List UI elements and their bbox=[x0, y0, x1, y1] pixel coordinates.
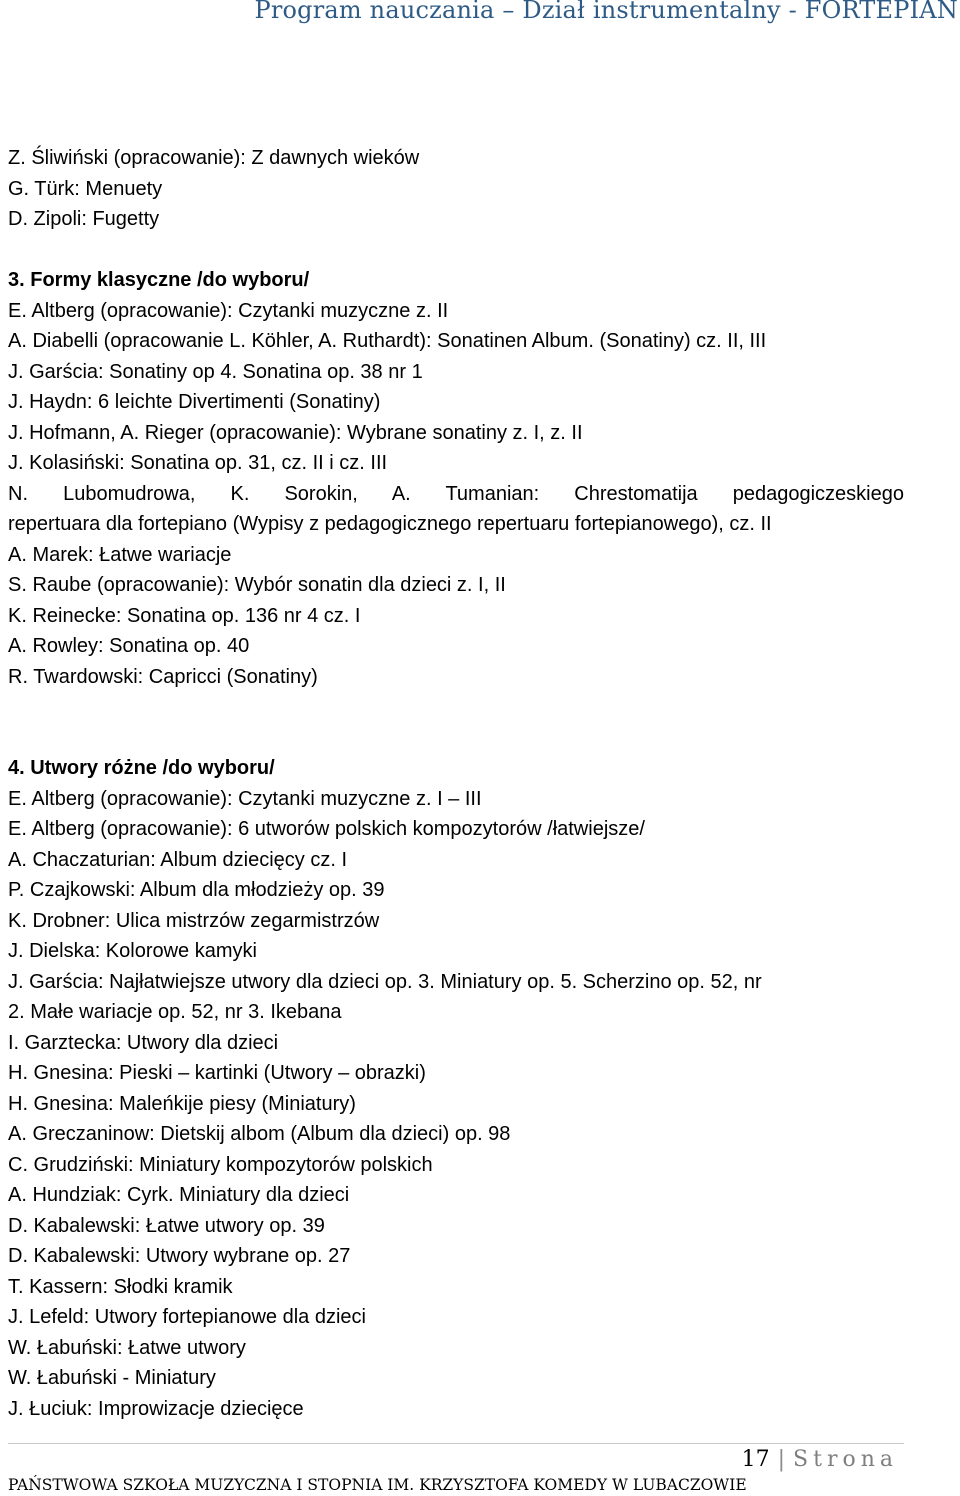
list-item: A. Diabelli (opracowanie L. Köhler, A. Ruthardt): Sonatinen Album. (Sonatiny) cz. II, III bbox=[8, 330, 767, 352]
list-item: S. Raube (opracowanie): Wybór sonatin dla dzieci z. I, II bbox=[8, 574, 506, 596]
list-item: P. Czajkowski: Album dla młodzieży op. 39 bbox=[8, 879, 385, 901]
list-item: A. Hundziak: Cyrk. Miniatury dla dzieci bbox=[8, 1184, 350, 1206]
blank-line bbox=[8, 235, 904, 266]
page-number bbox=[742, 1447, 898, 1472]
document-header-title: Program nauczania – Dział instrumentalny - FORTEPIAN bbox=[254, 0, 958, 24]
list-item: R. Twardowski: Capricci (Sonatiny) bbox=[8, 665, 318, 688]
list-item: E. Altberg (opracowanie): Czytanki muzyczne z. II bbox=[8, 299, 449, 322]
section-heading-various-pieces: 4. Utwory różne /do wyboru/ bbox=[8, 757, 275, 779]
list-item: W. Łabuński: Łatwe utwory bbox=[8, 1336, 246, 1359]
list-item: I. Garztecka: Utwory dla dzieci bbox=[8, 1031, 279, 1054]
list-item: J. Kolasiński: Sonatina op. 31, cz. II i cz. III bbox=[8, 452, 388, 474]
list-item: T. Kassern: Słodki kramik bbox=[8, 1275, 233, 1298]
list-item: N. Lubomudrowa, K. Sorokin, A. Tumanian: Chrestomatija pedagogiczeskiego bbox=[8, 482, 904, 505]
list-item: J. Garścia: Sonatiny op 4. Sonatina op. 38 nr 1 bbox=[8, 360, 423, 383]
list-item: E. Altberg (opracowanie): Czytanki muzyczne z. I – III bbox=[8, 787, 482, 810]
list-item: W. Łabuński - Miniatury bbox=[8, 1367, 216, 1389]
blank-line bbox=[8, 692, 904, 723]
list-item: J. Haydn: 6 leichte Divertimenti (Sonatiny) bbox=[8, 391, 381, 413]
list-item: D. Kabalewski: Łatwe utwory op. 39 bbox=[8, 1214, 325, 1237]
list-item: K. Reinecke: Sonatina op. 136 nr 4 cz. I bbox=[8, 604, 361, 627]
list-item: J. Garścia: Najłatwiejsze utwory dla dzieci op. 3. Miniatury op. 5. Scherzino op. 52, nr bbox=[8, 970, 762, 993]
list-item: E. Altberg (opracowanie): 6 utworów polskich kompozytorów /łatwiejsze/ bbox=[8, 818, 645, 840]
list-item: A. Greczaninow: Dietskij albom (Album dla dzieci) op. 98 bbox=[8, 1123, 511, 1145]
document-body bbox=[8, 143, 904, 1424]
list-item: J. Hofmann, A. Rieger (opracowanie): Wybrane sonatiny z. I, z. II bbox=[8, 421, 583, 444]
blank-line bbox=[8, 723, 904, 754]
list-item: H. Gnesina: Pieski – kartinki (Utwory – obrazki) bbox=[8, 1062, 426, 1084]
list-item-continuation: repertuara dla fortepiano (Wypisy z pedagogicznego repertuaru fortepianowego), cz. II bbox=[8, 513, 772, 535]
list-item: D. Zipoli: Fugetty bbox=[8, 208, 160, 230]
footer-school-name: PAŃSTWOWA SZKOŁA MUZYCZNA I STOPNIA IM. KRZYSZTOFA KOMEDY W LUBACZOWIE bbox=[8, 1476, 747, 1494]
list-item: Z. Śliwiński (opracowanie): Z dawnych wieków bbox=[8, 147, 420, 169]
list-item-continuation: 2. Małe wariacje op. 52, nr 3. Ikebana bbox=[8, 1001, 342, 1023]
page-number-separator: | bbox=[777, 1447, 786, 1472]
list-item: J. Dielska: Kolorowe kamyki bbox=[8, 940, 257, 962]
list-item: G. Türk: Menuety bbox=[8, 177, 163, 200]
section-heading-classical-forms: 3. Formy klasyczne /do wyboru/ bbox=[8, 269, 310, 291]
list-item: A. Rowley: Sonatina op. 40 bbox=[8, 635, 250, 657]
list-item: C. Grudziński: Miniatury kompozytorów polskich bbox=[8, 1153, 433, 1176]
list-item: H. Gnesina: Maleńkije piesy (Miniatury) bbox=[8, 1092, 356, 1115]
list-item: A. Marek: Łatwe wariacje bbox=[8, 543, 232, 566]
page-number-label: Strona bbox=[793, 1447, 898, 1472]
footer-divider bbox=[8, 1443, 904, 1444]
list-item: J. Łuciuk: Improwizacje dziecięce bbox=[8, 1397, 304, 1420]
list-item: D. Kabalewski: Utwory wybrane op. 27 bbox=[8, 1245, 351, 1267]
list-item: K. Drobner: Ulica mistrzów zegarmistrzów bbox=[8, 909, 380, 932]
page-number-value: 17 bbox=[741, 1447, 770, 1472]
list-item: A. Chaczaturian: Album dziecięcy cz. I bbox=[8, 848, 348, 871]
list-item: J. Lefeld: Utwory fortepianowe dla dzieci bbox=[8, 1306, 366, 1328]
